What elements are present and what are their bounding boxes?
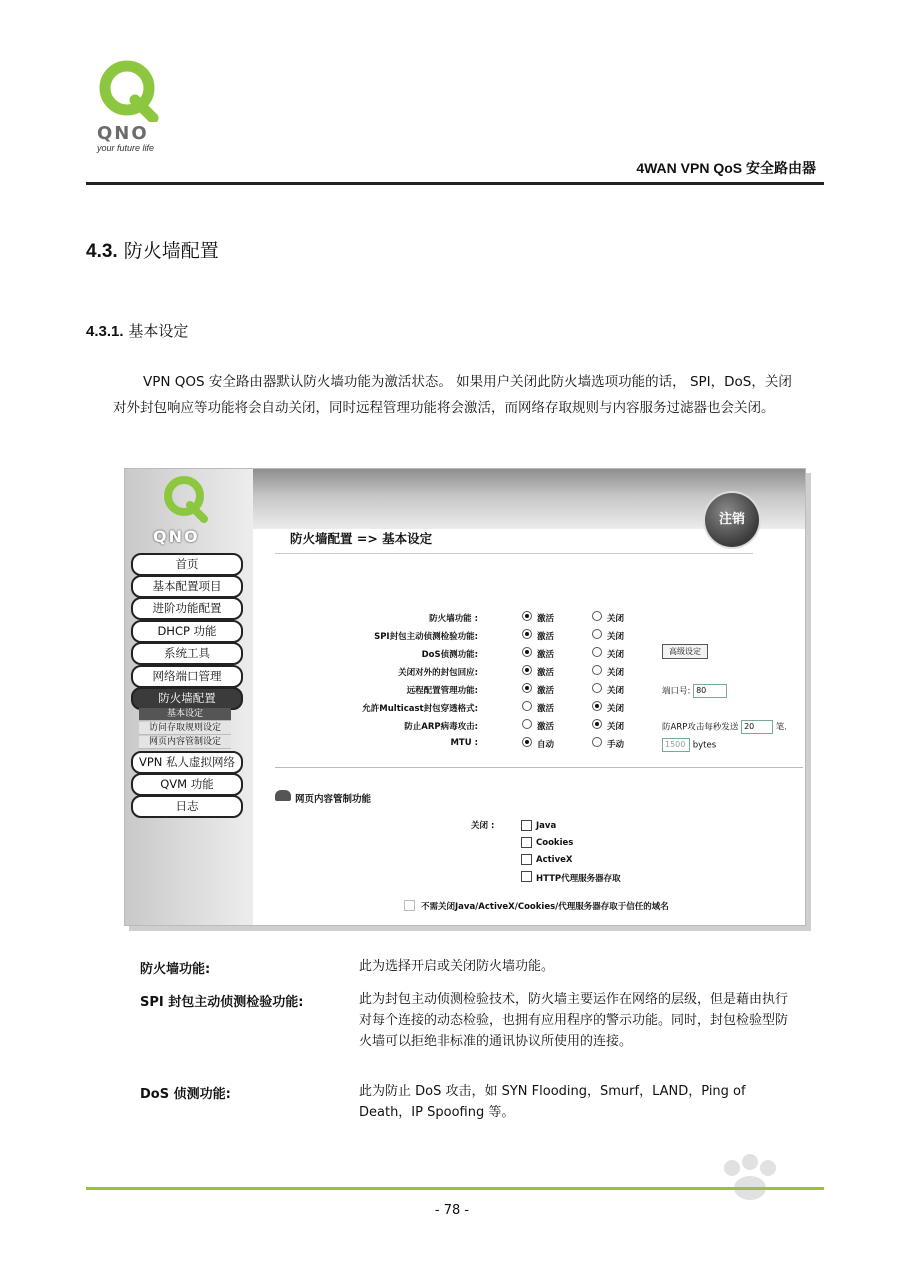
radio-disable[interactable] — [592, 701, 602, 711]
radio-disable[interactable] — [592, 611, 602, 621]
radio-label: 激活 — [537, 722, 555, 732]
section-title: 防火墙配置 — [123, 240, 219, 262]
radio-label: 自动 — [537, 740, 555, 750]
baidu-paw-icon — [640, 1150, 860, 1250]
cookies-checkbox[interactable] — [521, 837, 532, 848]
radio-label: 关闭 — [607, 632, 625, 642]
setting-label: 允許Multicast封包穿透格式: — [362, 704, 478, 714]
intro-paragraph: VPN QOS 安全路由器默认防火墙功能为激活状态。 如果用户关闭此防火墙选项功能的话， SPI，DoS，关闭对外封包响应等功能将会自动关闭，同时远程管理功能将会激活，而网络存取规则与内容服务过滤器也会关闭。 — [113, 374, 792, 416]
radio-disable[interactable] — [592, 683, 602, 693]
setting-row — [275, 718, 795, 734]
mtu-input[interactable]: 1500 — [662, 738, 690, 752]
folder-icon — [275, 790, 291, 801]
term-spi: SPI 封包主动侦测检验功能: — [140, 995, 304, 1010]
radio-label: 激活 — [537, 668, 555, 678]
arp-field-group — [662, 720, 787, 734]
nav-home[interactable]: 首页 — [131, 553, 243, 576]
radio-label: 激活 — [537, 632, 555, 642]
advanced-settings-button[interactable]: 高级设定 — [662, 644, 708, 659]
mtu-unit: bytes — [692, 740, 717, 751]
setting-row — [275, 736, 795, 752]
nav-dhcp[interactable]: DHCP 功能 — [131, 620, 243, 643]
setting-row — [275, 628, 795, 644]
activex-label: ActiveX — [536, 855, 573, 865]
term-dos: DoS 侦测功能: — [140, 1087, 231, 1102]
brand-name: QNO — [97, 123, 149, 144]
radio-enable[interactable] — [522, 665, 532, 675]
desc-dos: 此为防止 DoS 攻击，如 SYN Flooding，Smurf，LAND，Ping of Death，IP Spoofing 等。 — [359, 1084, 746, 1120]
radio-disable[interactable] — [592, 629, 602, 639]
radio-disable[interactable] — [592, 647, 602, 657]
trusted-domain-label: 不需关闭Java/ActiveX/Cookies/代理服务器存取于信任的域名 — [421, 902, 669, 912]
setting-label: 防止ARP病毒攻击: — [404, 722, 478, 732]
section-heading — [86, 236, 219, 263]
subsection-title: 基本设定 — [128, 322, 189, 340]
radio-label: 激活 — [537, 614, 555, 624]
screenshot-title-rule — [275, 553, 753, 554]
nav-qvm[interactable]: QVM 功能 — [131, 773, 243, 796]
activex-checkbox[interactable] — [521, 854, 532, 865]
radio-auto[interactable] — [522, 737, 532, 747]
header-rule — [86, 182, 824, 185]
setting-row — [275, 646, 795, 662]
nav-port-management[interactable]: 网络端口管理 — [131, 665, 243, 688]
subnav-content-filter[interactable]: 网页内容管制设定 — [139, 736, 231, 749]
radio-enable[interactable] — [522, 701, 532, 711]
radio-enable[interactable] — [522, 719, 532, 729]
setting-row — [275, 610, 795, 626]
setting-label: 远程配置管理功能: — [406, 686, 478, 696]
proxy-checkbox[interactable] — [521, 871, 532, 882]
section-divider — [275, 767, 803, 768]
radio-label: 关闭 — [607, 614, 625, 624]
setting-label: 关闭对外的封包回应: — [398, 668, 478, 678]
radio-label: 激活 — [537, 704, 555, 714]
arp-suffix: 笔. — [775, 722, 787, 733]
radio-label: 关闭 — [607, 704, 625, 714]
nav-system-tools[interactable]: 系统工具 — [131, 642, 243, 665]
radio-label: 关闭 — [607, 650, 625, 660]
subsection-number: 4.3.1. — [86, 323, 124, 340]
port-field-group — [662, 684, 727, 698]
radio-label: 手动 — [607, 740, 625, 750]
disable-label: 关闭 : — [471, 821, 495, 831]
term-firewall: 防火墙功能: — [140, 962, 211, 977]
setting-label: MTU : — [450, 738, 478, 748]
radio-label: 关闭 — [607, 686, 625, 696]
desc-firewall: 此为选择开启或关闭防火墙功能。 — [359, 959, 555, 974]
qno-q-icon — [95, 60, 165, 122]
nav-firewall[interactable]: 防火墙配置 — [131, 687, 243, 710]
radio-label: 关闭 — [607, 722, 625, 732]
radio-label: 激活 — [537, 650, 555, 660]
screenshot-logo-icon — [161, 475, 211, 523]
subnav-access-rules[interactable]: 访问存取规则设定 — [139, 722, 231, 735]
setting-label: SPI封包主动侦测检验功能: — [374, 632, 478, 642]
desc-spi: 此为封包主动侦测检验技术，防火墙主要运作在网络的层级，但是藉由执行对每个连接的动态检验，也拥有应用程序的警示功能。同时，封包检验型防火墙可以拒绝非标准的通讯协议所使用的连接。 — [359, 992, 789, 1049]
subsection-heading — [86, 320, 188, 341]
radio-enable[interactable] — [522, 683, 532, 693]
arp-rate-input[interactable]: 20 — [741, 720, 773, 734]
setting-label: 防火墙功能 : — [429, 614, 478, 624]
java-checkbox[interactable] — [521, 820, 532, 831]
logout-button[interactable]: 注销 — [705, 493, 759, 547]
radio-label: 激活 — [537, 686, 555, 696]
screenshot-brand: QNO — [153, 527, 200, 546]
setting-row — [275, 664, 795, 680]
radio-enable[interactable] — [522, 629, 532, 639]
radio-disable[interactable] — [592, 665, 602, 675]
cookies-label: Cookies — [536, 838, 574, 848]
tagline: your future life — [97, 143, 155, 153]
subnav-basic[interactable]: 基本设定 — [139, 708, 231, 721]
section-number: 4.3. — [86, 241, 118, 262]
nav-advanced-config[interactable]: 进阶功能配置 — [131, 597, 243, 620]
proxy-label: HTTP代理服务器存取 — [536, 874, 621, 884]
java-label: Java — [536, 821, 557, 831]
radio-label: 关闭 — [607, 668, 625, 678]
setting-row — [275, 682, 795, 698]
radio-disable[interactable] — [592, 719, 602, 729]
port-label: 端口号: — [662, 686, 691, 697]
router-ui-screenshot — [124, 468, 806, 926]
nav-basic-config[interactable]: 基本配置项目 — [131, 575, 243, 598]
radio-manual[interactable] — [592, 737, 602, 747]
product-title: 4WAN VPN QoS 安全路由器 — [636, 160, 816, 176]
arp-label: 防ARP攻击每秒发送 — [662, 722, 739, 733]
nav-log[interactable]: 日志 — [131, 795, 243, 818]
port-input[interactable]: 80 — [693, 684, 727, 698]
radio-enable[interactable] — [522, 647, 532, 657]
content-filter-title: 网页内容管制功能 — [295, 794, 372, 805]
radio-enable[interactable] — [522, 611, 532, 621]
nav-vpn[interactable]: VPN 私人虚拟网络 — [131, 751, 243, 774]
page-number: - 78 - — [434, 1203, 470, 1218]
trusted-domain-checkbox[interactable] — [404, 900, 415, 911]
setting-label: DoS侦测功能: — [421, 650, 478, 660]
mtu-field-group — [662, 738, 716, 752]
setting-row — [275, 700, 795, 716]
screenshot-page-title: 防火墙配置 => 基本设定 — [290, 531, 433, 546]
